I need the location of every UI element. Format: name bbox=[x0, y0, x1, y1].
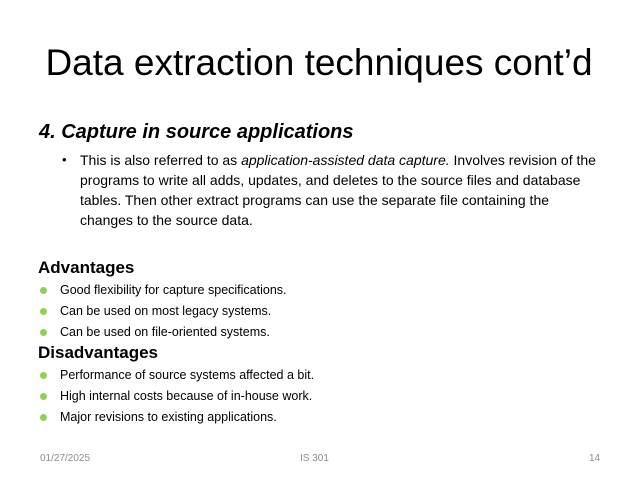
footer-page-number: 14 bbox=[589, 453, 601, 464]
description-pre: This is also referred to as bbox=[80, 152, 242, 168]
list-item-text: Performance of source systems affected a bit. bbox=[60, 368, 315, 382]
description-text bbox=[80, 150, 602, 230]
section-subheading: 4. Capture in source applications bbox=[39, 121, 354, 143]
footer-date: 01/27/2025 bbox=[40, 453, 91, 464]
list-item-text: Can be used on most legacy systems. bbox=[60, 304, 272, 318]
list-item-text: High internal costs because of in-house work. bbox=[60, 389, 313, 403]
list-item-text: Major revisions to existing applications. bbox=[60, 410, 277, 424]
bullet-icon bbox=[40, 329, 47, 336]
list-item bbox=[38, 407, 314, 428]
list-item bbox=[38, 301, 287, 322]
footer-course: IS 301 bbox=[300, 453, 329, 464]
list-item-text: Can be used on file-oriented systems. bbox=[60, 325, 270, 339]
bullet-icon bbox=[40, 287, 47, 294]
list-item-text: Good flexibility for capture specifications. bbox=[60, 283, 287, 297]
advantages-heading: Advantages bbox=[38, 258, 135, 277]
slide-title: Data extraction techniques cont’d bbox=[45, 42, 593, 83]
description-paragraph bbox=[62, 150, 602, 230]
list-item bbox=[38, 322, 287, 343]
bullet-icon: • bbox=[62, 152, 67, 167]
disadvantages-list bbox=[38, 365, 314, 428]
list-item bbox=[38, 280, 287, 301]
bullet-icon bbox=[40, 372, 47, 379]
list-item bbox=[38, 386, 314, 407]
description-emphasis: application-assisted data capture. bbox=[241, 152, 450, 168]
bullet-icon bbox=[40, 414, 47, 421]
bullet-icon bbox=[40, 308, 47, 315]
advantages-list bbox=[38, 280, 287, 343]
description-post: Involves revision of the programs to write all adds, updates, and deletes to the source files and database tables. Then other extract programs can use the separate file containing the changes to the source data. bbox=[80, 152, 596, 228]
list-item bbox=[38, 365, 314, 386]
bullet-icon bbox=[40, 393, 47, 400]
disadvantages-heading: Disadvantages bbox=[38, 343, 158, 362]
